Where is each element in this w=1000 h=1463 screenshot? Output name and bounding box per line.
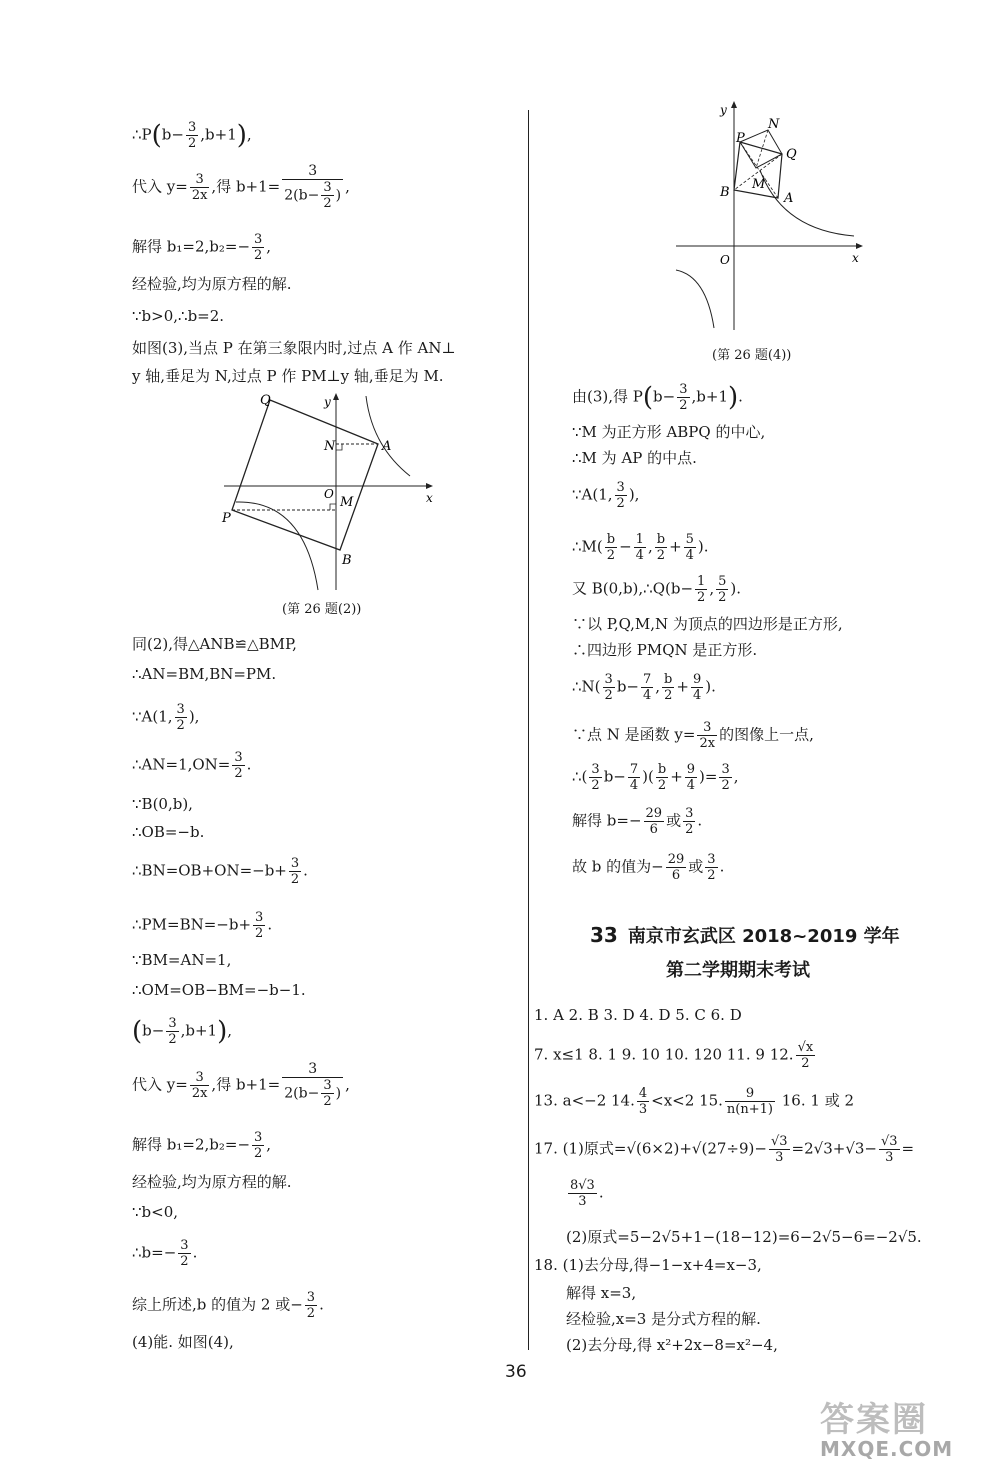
fig2-label-a: A [382,439,392,454]
watermark-logo [820,1392,990,1461]
answer-18-1: 18. (1)去分母,得−1−x+4=x−3, [534,1256,762,1274]
line-r-center: ∵M 为正方形 ABPQ 的中心, [572,423,766,441]
line-ob: ∴OB=−b. [132,823,205,841]
answer-18-2: (2)去分母,得 x²+2x−8=x²−4, [566,1336,778,1354]
line-r-p: 由(3),得 P(b− $\frac{3}{2}$ ,b+1). [572,382,743,413]
fig2-label-q: Q [260,393,271,408]
page-number: 36 [505,1362,527,1382]
section-number: 33 [590,923,618,947]
line-r-n: ∴N( $\frac{3}{2}$ b− $\frac{7}{4}$ , $\frac{b}{2}$ + $\frac{9}{4}$ ). [572,672,716,703]
fig4-label-a: A [784,191,794,206]
fig2-label-n: N [324,439,336,454]
fig4-label-o: O [720,253,730,267]
fig2-label-p: P [222,511,231,526]
answers-7-12: 7. x≤1 8. 1 9. 10 10. 120 11. 9 12. $\frac{√x}{2}$ [534,1040,814,1071]
fig4-label-b: B [720,185,730,200]
section-title-line2: 第二学期期末考试 [666,960,810,981]
fig4-label-q: Q [786,147,797,162]
line-r-answer: 故 b 的值为− $\frac{29}{6}$ 或 $\frac{3}{2}$ . [572,852,725,883]
answer-18-check: 经检验,x=3 是分式方程的解. [566,1310,761,1328]
fig2-label-b: B [342,553,352,568]
line-r-square: ∵以 P,Q,M,N 为顶点的四边形是正方形, [572,615,843,633]
line-r-q: 又 B(0,b),∴Q(b− $\frac{1}{2}$ , $\frac{5}{2}$ ). [572,574,742,605]
line-r-solve: 解得 b=− $\frac{29}{6}$ 或 $\frac{3}{2}$ . [572,806,703,837]
line-p-coord-2: (b− $\frac{3}{2}$ ,b+1), [132,1016,233,1047]
line-an-on: ∴AN=1,ON= $\frac{3}{2}$ . [132,750,252,781]
line-r-pmqn: ∴四边形 PMQN 是正方形. [572,641,758,659]
line-om: ∴OM=OB−BM=−b−1. [132,981,306,999]
figure-26-2 [220,392,440,592]
line-substitute-2: 代入 y= $\frac{3}{2x}$ ,得 b+1= 3 2(b− $\frac{3}{2}$ ) , [132,1061,350,1109]
line-pm: ∴PM=BN=−b+ $\frac{3}{2}$ . [132,910,273,941]
fig4-label-x: x [852,251,859,265]
fig2-label-m: M [340,495,354,510]
line-r-on-graph: ∵点 N 是函数 y= $\frac{3}{2x}$ 的图像上一点, [572,720,814,751]
line-a-coord: ∵A(1, $\frac{3}{2}$ ), [132,702,200,733]
line-r-equation: ∴( $\frac{3}{2}$ b− $\frac{7}{4}$ )( $\frac{b}{2}$ + $\frac{9}{4}$ )= $\frac{3}{2}$ , [572,762,739,793]
figure-26-2-caption: (第 26 题(2)) [282,602,362,617]
line-p-coord: ∴P(b− $\frac{3}{2}$ ,b+1), [132,120,252,151]
line-r-a: ∵A(1, $\frac{3}{2}$ ), [572,480,640,511]
answers-1-6: 1. A 2. B 3. D 4. D 5. C 6. D [534,1006,742,1024]
line-an-bm: ∴AN=BM,BN=PM. [132,665,277,683]
answer-18-solve: 解得 x=3, [566,1284,637,1302]
line-b-neg: ∵b<0, [132,1203,179,1221]
fig4-label-m: M [752,177,766,192]
watermark-url: MXQE.COM [820,1437,954,1461]
fig2-label-y: y [324,395,331,409]
line-solve: 解得 b₁=2,b₂=− $\frac{3}{2}$ , [132,232,272,263]
answers-13-16: 13. a<−2 14. $\frac{4}{3}$ <x<2 15. $\frac{9}{n(n+1)}$ 16. 1 或 2 [534,1086,855,1117]
column-divider [528,110,529,1350]
watermark-text: 答案圈 [820,1400,928,1440]
answer-17-2: (2)原式=5−2√5+1−(18−12)=6−2√5−6=−2√5. [566,1228,922,1246]
line-b-coord: ∵B(0,b), [132,795,193,813]
line-b-pos: ∵b>0,∴b=2. [132,307,225,325]
line-summary: 综上所述,b 的值为 2 或− $\frac{3}{2}$ . [132,1290,324,1321]
fig2-label-x: x [426,491,433,505]
answer-17-1-result: $\frac{8√3}{3}$ . [570,1178,604,1209]
line-bn: ∴BN=OB+ON=−b+ $\frac{3}{2}$ . [132,856,308,887]
line-solve-2: 解得 b₁=2,b₂=− $\frac{3}{2}$ , [132,1130,272,1161]
line-check-2: 经检验,均为原方程的解. [132,1173,292,1191]
section-title-line1: 南京市玄武区 2018~2019 学年 [627,926,900,947]
fig2-label-o: O [324,487,334,501]
fig4-label-n: N [768,117,780,132]
line-case3b: y 轴,垂足为 N,过点 P 作 PM⊥y 轴,垂足为 M. [132,367,444,385]
line-check: 经检验,均为原方程的解. [132,275,292,293]
line-r-mid: ∴M 为 AP 的中点. [572,449,697,467]
line-case3a: 如图(3),当点 P 在第三象限内时,过点 A 作 AN⊥ [132,339,456,357]
line-b-value: ∴b=− $\frac{3}{2}$ . [132,1238,198,1269]
line-part4: (4)能. 如图(4), [132,1333,234,1351]
line-r-m: ∴M( $\frac{b}{2}$ − $\frac{1}{4}$ , $\frac{b}{2}$ + $\frac{5}{4}$ ). [572,532,709,563]
line-bm: ∵BM=AN=1, [132,951,232,969]
answer-17-1: 17. (1)原式=√(6×2)+√(27÷9)− $\frac{√3}{3}$ =2√3+√3− $\frac{√3}{3}$ = [534,1134,915,1165]
line-substitute: 代入 y= $\frac{3}{2x}$ ,得 b+1= 3 2(b− $\frac{3}{2}$ ) , [132,163,350,211]
fig4-label-y: y [720,103,727,117]
figure-26-4 [672,100,872,340]
fig4-label-p: P [736,131,745,146]
figure-26-4-caption: (第 26 题(4)) [712,348,792,363]
section-heading [590,922,900,948]
line-congruent: 同(2),得△ANB≌△BMP, [132,635,297,653]
